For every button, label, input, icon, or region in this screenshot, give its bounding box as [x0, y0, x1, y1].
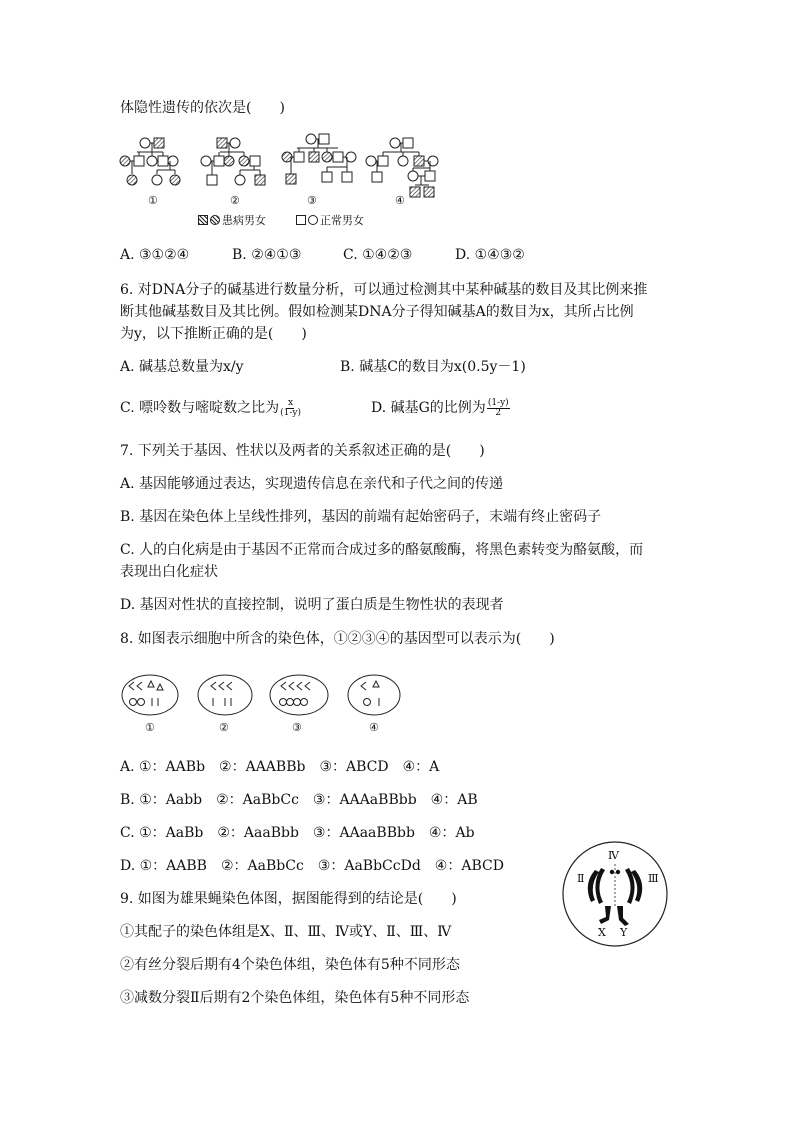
q7-option-c-line-1: C. 人的白化病是由于基因不正常而合成过多的酪氨酸酶，将黑色素转变为酪氨酸，而 — [120, 542, 644, 558]
q8-option-c: C. ①：AaBb ②：AaaBbb ③：AAaaBBbb ④：Ab — [120, 825, 475, 841]
q6-option-c: C. 嘌呤数与嘧啶数之比为 $\frac{x}{(1-y)}$ — [120, 397, 301, 418]
q5-option-a: A. ③①②④ — [120, 247, 190, 263]
pedigree-label-2: ② — [230, 194, 240, 207]
q9-statement-1: ①其配子的染色体组是X、Ⅱ、Ⅲ、Ⅳ或Y、Ⅱ、Ⅲ、Ⅳ — [120, 924, 452, 940]
cell-label-4: ④ — [369, 721, 379, 734]
label-iv: Ⅳ — [608, 849, 619, 862]
label-iii: Ⅲ — [648, 872, 659, 885]
q8-stem: 8. 如图表示细胞中所含的染色体，①②③④的基因型可以表示为( ) — [120, 631, 555, 647]
fraction: $\frac{(1-y)}{2}$ — [487, 397, 509, 418]
q7-option-c-line-2: 表现出白化症状 — [120, 564, 218, 580]
q6-option-a: A. 碱基总数量为x/y — [120, 359, 244, 375]
q6-option-b: B. 碱基C的数目为x(0.5y－1) — [340, 359, 526, 375]
pedigree-label-1: ① — [148, 194, 158, 207]
label-x: X — [598, 926, 606, 939]
affected-male-icon — [198, 215, 208, 225]
q6-stem-line-2: 断其他碱基数目及其比例。假如检测某DNA分子得知碱基A的数目为x，其所占比例 — [120, 304, 634, 320]
cell-3 — [270, 675, 328, 715]
normal-female-icon — [308, 215, 318, 225]
normal-male-icon — [296, 215, 306, 225]
label-y: Y — [620, 926, 628, 939]
pedigree-2 — [201, 138, 265, 185]
q8-option-b: B. ①：Aabb ②：AaBbCc ③：AAAaBBbb ④：AB — [120, 792, 478, 808]
label-ii: Ⅱ — [577, 872, 585, 885]
fraction: $\frac{x}{(1-y)}$ — [280, 397, 301, 418]
q9-statement-2: ②有丝分裂后期有4个染色体组，染色体有5种不同形态 — [120, 957, 460, 973]
cell-4 — [348, 675, 400, 715]
q7-option-a: A. 基因能够通过表达，实现遗传信息在亲代和子代之间的传递 — [120, 476, 504, 492]
q5-option-d: D. ①④③② — [455, 247, 525, 263]
cell-label-1: ① — [145, 721, 155, 734]
q6-stem-line-1: 6. 对DNA分子的碱基进行数量分析，可以通过检测其中某种碱基的数目及其比例来推 — [120, 282, 648, 298]
q9-statement-3: ③减数分裂Ⅱ后期有2个染色体组，染色体有5种不同形态 — [120, 990, 470, 1006]
q5-option-c: C. ①④②③ — [343, 247, 413, 263]
legend-affected: 患病男女 — [198, 212, 266, 228]
q5-stem-tail: 体隐性遗传的依次是( ) — [120, 100, 285, 116]
q6-stem-line-3: 为y，以下推断正确的是( ) — [120, 326, 307, 342]
legend-normal: 正常男女 — [296, 212, 364, 228]
cell-label-3: ③ — [292, 721, 302, 734]
cell-1 — [122, 675, 178, 715]
pedigree-3 — [282, 134, 356, 184]
q7-stem: 7. 下列关于基因、性状以及两者的关系叙述正确的是( ) — [120, 443, 485, 459]
q7-option-b: B. 基因在染色体上呈线性排列，基因的前端有起始密码子，末端有终止密码子 — [120, 509, 602, 525]
q7-option-d: D. 基因对性状的直接控制，说明了蛋白质是生物性状的表现者 — [120, 597, 504, 613]
q8-option-d: D. ①：AABB ②：AaBbCc ③：AaBbCcDd ④：ABCD — [120, 858, 504, 874]
cell-2 — [198, 675, 252, 715]
pedigree-1 — [120, 138, 180, 185]
pedigree-label-3: ③ — [307, 194, 317, 207]
pedigree-4 — [366, 138, 438, 197]
q5-option-b: B. ②④①③ — [232, 247, 302, 263]
affected-female-icon — [210, 215, 220, 225]
q6-option-d: D. 碱基G的比例为 $\frac{(1-y)}{2}$ — [371, 397, 509, 418]
q8-option-a: A. ①：AABb ②：AAABBb ③：ABCD ④：A — [120, 759, 440, 775]
chromosome-cells-figure — [115, 668, 415, 724]
pedigree-label-4: ④ — [395, 194, 405, 207]
cell-label-2: ② — [219, 721, 229, 734]
q9-stem: 9. 如图为雄果蝇染色体图，据图能得到的结论是( ) — [120, 891, 457, 907]
